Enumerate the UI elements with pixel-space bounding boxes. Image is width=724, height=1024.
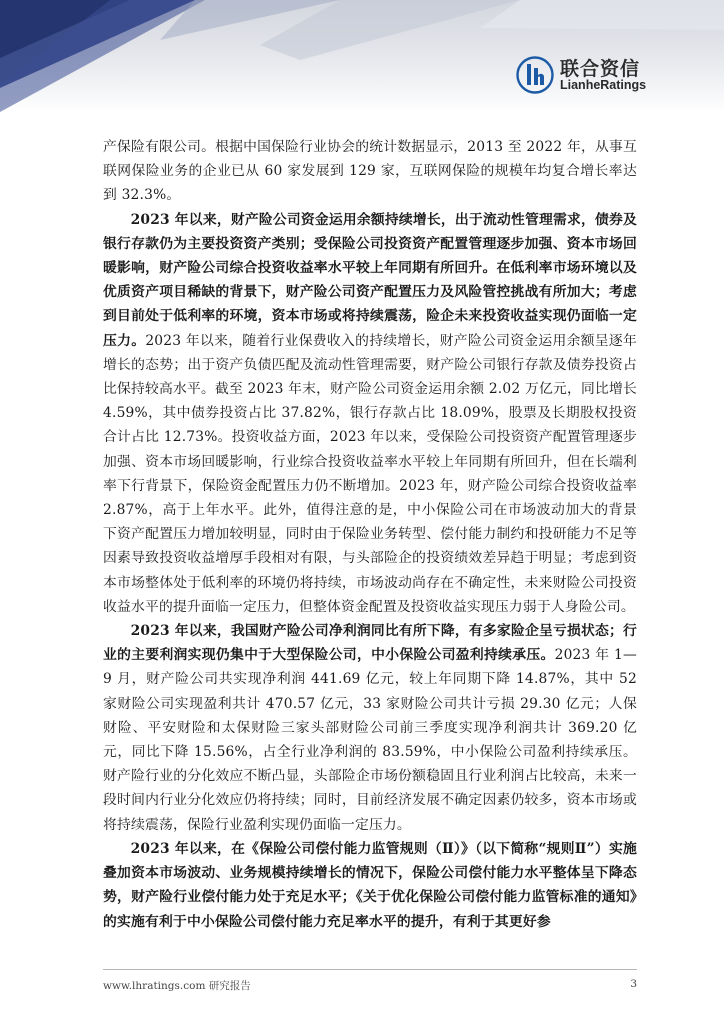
brand-name-cn: 联合资信: [560, 58, 641, 80]
paragraph-2-text: 2023 年以来，随着行业保费收入的持续增长，财产险公司资金运用余额呈逐年增长的态势；出于资产负债匹配及流动性管理需要，财产险公司银行存款及债券投资占比保持较高水平。截至 2023 年末，财产险公司资金运用余额 2.02 万亿元，同比增长 4.59%，其中债券投资占比 37.82%，银行存款占比 18.09%，股票及长期股权投资合计占比 12.73%。投资收益方面，2023 年以来，受保险公司投资资产配置管理逐步加强、资本市场回暖影响，行业综合投资收益率水平较上年同期有所回升，但在长端利率下行背景下，保险资金配置压力仍不断增加。2023 年，财产险公司综合投资收益率 2.87%，高于上年水平。此外，值得注意的是，中小保险公司在市场波动加大的背景下资产配置压力增加较明显，同时由于保险业务转型、偿付能力制约和投研能力不足等因素导致投资收益增厚手段相对有限，与头部险企的投资绩效差异趋于明显；考虑到资本市场整体处于低利率的环境仍将持续，市场波动尚存在不确定性，未来财险公司投资收益水平的提升面临一定压力，但整体资金配置及投资收益实现压力弱于人身险公司。: [103, 332, 637, 615]
paragraph-4: [103, 837, 637, 934]
brand-logo: [516, 52, 666, 98]
paragraph-1-text: 产保险有限公司。根据中国保险行业协会的统计数据显示，2013 至 2022 年，从事互联网保险业务的企业已从 60 家发展到 129 家，互联网保险的规模年均复合增长率达到 32.3%。: [103, 139, 637, 204]
paragraph-1: [103, 135, 637, 208]
paragraph-2: [103, 208, 637, 619]
brand-name-en: LianheRatings: [560, 78, 647, 92]
paragraph-3: [103, 619, 637, 837]
footer-divider: [103, 969, 637, 970]
report-body: [103, 135, 637, 934]
paragraph-4-bold-lead: 2023 年以来，在《保险公司偿付能力监管规则（Ⅱ）》（以下简称“规则Ⅱ”）实施叠加资本市场波动、业务规模持续增长的情况下，保险公司偿付能力水平整体呈下降态势，财产险行业偿付能力处于充足水平；《关于优化保险公司偿付能力监管标准的通知》的实施有利于中小保险公司偿付能力充足率水平的提升，有利于其更好参: [103, 840, 637, 930]
paragraph-3-text: 2023 年 1—9 月，财产险公司共实现净利润 441.69 亿元，较上年同期下降 14.87%，其中 52 家财险公司实现盈利共计 470.57 亿元，33 家财险公司共计亏损 29.30 亿元；人保财险、平安财险和太保财险三家头部财险公司前三季度实现净利润共计 369.20 亿元，同比下降 15.56%，占全行业净利润的 83.59%，中小保险公司盈利持续承压。财产险行业的分化效应不断凸显，头部险企市场份额稳固且行业利润占比较高，未来一段时间内行业分化效应仍将持续；同时，目前经济发展不确定因素仍较多，资本市场或将持续震荡，保险行业盈利实现仍面临一定压力。: [103, 647, 637, 833]
lianhe-logo-icon: [516, 56, 554, 94]
page-number: 3: [630, 978, 637, 990]
paragraph-3-bold-lead: 2023 年以来，我国财产险公司净利润同比有所下降，有多家险企呈亏损状态；行业的主要利润实现仍集中于大型保险公司，中小保险公司盈利持续承压。: [103, 623, 637, 664]
footer-website: www.lhratings.com 研究报告: [103, 980, 251, 992]
paragraph-2-bold-lead: 2023 年以来，财产险公司资金运用余额持续增长，出于流动性管理需求，债券及银行存款仍为主要投资资产类别；受保险公司投资资产配置管理逐步加强、资本市场回暖影响，财产险公司综合投资收益率水平较上年同期有所回升。在低利率市场环境以及优质资产项目稀缺的背景下，财产险公司资产配置压力及风险管控挑战有所加大；考虑到目前处于低利率的环境，资本市场或将持续震荡，险企未来投资收益实现仍面临一定压力。: [103, 211, 637, 349]
